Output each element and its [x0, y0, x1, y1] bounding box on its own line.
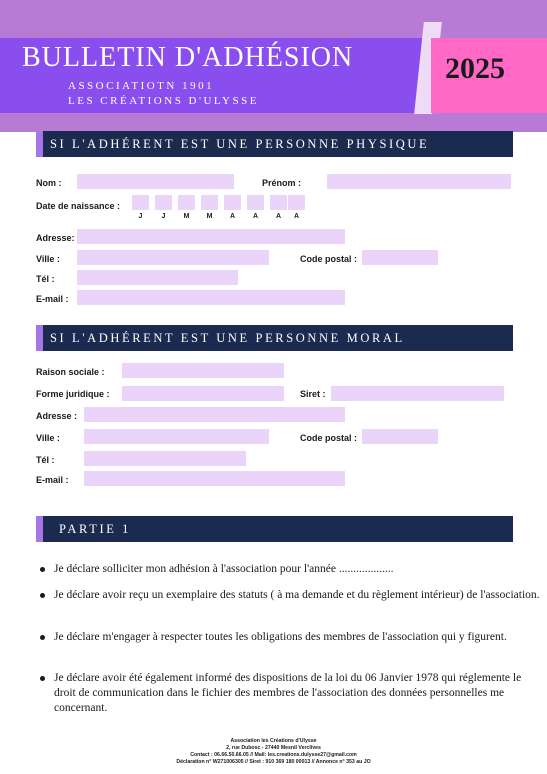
date-letter: M — [206, 213, 213, 220]
code-postal-label: Code postal : — [300, 254, 358, 264]
date-letter: J — [138, 213, 143, 220]
ville-moral-label: Ville : — [36, 433, 60, 443]
date-letter: A — [275, 213, 282, 220]
date-naissance-label: Date de naissance : — [36, 201, 121, 211]
date-box-7[interactable] — [270, 195, 287, 210]
association-name: LES CRÉATIONS D'ULYSSE — [68, 95, 259, 107]
section-bar-accent — [36, 516, 43, 542]
email-label: E-mail : — [36, 294, 69, 304]
code-postal-moral-label: Code postal : — [300, 433, 358, 443]
ville-moral-field[interactable] — [84, 429, 269, 444]
raison-sociale-field[interactable] — [122, 363, 284, 378]
date-box-2[interactable] — [155, 195, 172, 210]
nom-field[interactable] — [77, 174, 234, 189]
date-letter: J — [161, 213, 166, 220]
bullet-icon — [40, 635, 45, 640]
section-title-partie1: PARTIE 1 — [59, 522, 132, 536]
email-moral-label: E-mail : — [36, 475, 69, 485]
tel-label: Tél : — [36, 274, 55, 284]
adresse-moral-field[interactable] — [84, 407, 345, 422]
year-label: 2025 — [445, 52, 505, 85]
bullet-icon — [40, 593, 45, 598]
date-box-6[interactable] — [247, 195, 264, 210]
tel-moral-label: Tél : — [36, 455, 55, 465]
code-postal-field[interactable] — [362, 250, 438, 265]
list-item: Je déclare avoir reçu un exemplaire des statuts ( à ma demande et du règlement intérieur) de l'association. — [40, 588, 545, 603]
footer-association-name: Association les Créations d'Ulysse — [230, 738, 317, 744]
forme-juridique-field[interactable] — [122, 386, 284, 401]
adresse-field[interactable] — [77, 229, 345, 244]
document-title: BULLETIN D'ADHÉSION — [22, 42, 354, 73]
nom-label: Nom : — [36, 178, 62, 188]
raison-sociale-label: Raison sociale : — [36, 367, 105, 377]
date-box-4[interactable] — [201, 195, 218, 210]
date-letter: A — [293, 213, 300, 220]
date-box-5[interactable] — [224, 195, 241, 210]
bullet-icon — [40, 567, 45, 572]
list-item: Je déclare m'engager à respecter toutes les obligations des membres de l'association qui y figurent. — [40, 630, 545, 645]
footer-address: 2, rue Dubosc - 27440 Mesnil Verclives — [226, 745, 321, 751]
section-bar-accent — [36, 325, 43, 351]
footer-declaration: Déclaration n° W271006305 // Siret : 910 369 180 00013 // Annonce n° 353 au JO — [176, 759, 371, 765]
date-box-1[interactable] — [132, 195, 149, 210]
email-moral-field[interactable] — [84, 471, 345, 486]
prenom-label: Prénom : — [262, 178, 302, 188]
email-field[interactable] — [77, 290, 345, 305]
date-letter: A — [229, 213, 236, 220]
association-type: ASSOCIATIOTN 1901 — [68, 80, 215, 92]
date-letter: M — [183, 213, 190, 220]
adresse-label: Adresse: — [36, 233, 75, 243]
prenom-field[interactable] — [327, 174, 511, 189]
date-letter: A — [252, 213, 259, 220]
siret-label: Siret : — [300, 389, 326, 399]
siret-field[interactable] — [331, 386, 504, 401]
list-item: Je déclare solliciter mon adhésion à l'association pour l'année ................... — [40, 562, 545, 577]
ville-field[interactable] — [77, 250, 269, 265]
ville-label: Ville : — [36, 254, 60, 264]
date-box-3[interactable] — [178, 195, 195, 210]
list-item: Je déclare avoir été également informé des dispositions de la loi du 06 Janvier 1978 qui réglemente le droit de communication dans le fichier des membres de l'association des données personnelles me concernant. — [40, 671, 545, 716]
bullet-icon — [40, 676, 45, 681]
forme-juridique-label: Forme juridique : — [36, 389, 110, 399]
date-box-8[interactable] — [288, 195, 305, 210]
section-bar-accent — [36, 131, 43, 157]
footer-contact: Contact : 06.66.50.66.05 // Mail: les.creations.dulysse27@gmail.com — [190, 752, 357, 758]
code-postal-moral-field[interactable] — [362, 429, 438, 444]
adresse-moral-label: Adresse : — [36, 411, 78, 421]
section-title-moral: SI L'ADHÉRENT EST UNE PERSONNE MORAL — [50, 331, 405, 345]
tel-field[interactable] — [77, 270, 238, 285]
tel-moral-field[interactable] — [84, 451, 246, 466]
section-title-physique: SI L'ADHÉRENT EST UNE PERSONNE PHYSIQUE — [50, 137, 430, 151]
